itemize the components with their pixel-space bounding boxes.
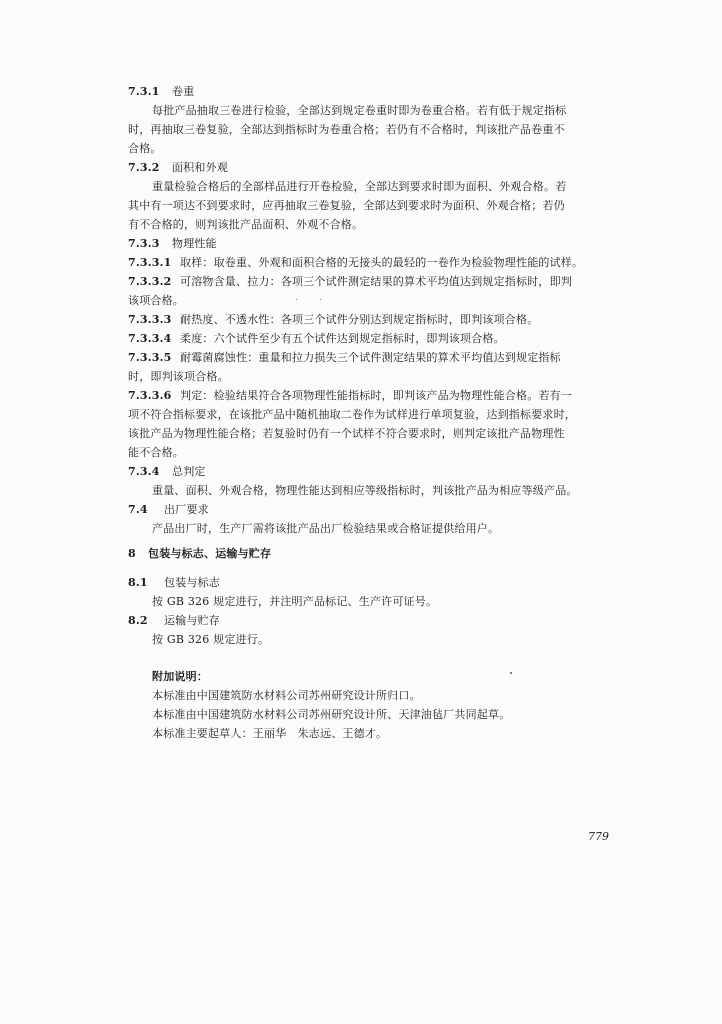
clause-7-3-3-3	[128, 312, 538, 328]
clause-text: 柔度：六个试件至少有五个试件达到规定指标时，即判该项合格。	[180, 332, 505, 345]
note-line: 本标准主要起草人：王丽华 朱志远、王德才。	[152, 727, 388, 740]
clause-text: 取样：取卷重、外观和面积合格的无接头的最轻的一卷作为检验物理性能的试样。	[180, 256, 584, 269]
clause-text: 可溶物含量、拉力：各项三个试件测定结果的算术平均值达到规定指标时，即判	[180, 275, 572, 288]
clause-number: 7.3.3.5	[128, 351, 172, 364]
heading-8-2	[128, 613, 220, 629]
section-title: 包装与标志、运输与贮存	[148, 547, 272, 560]
heading-7-3-3	[128, 236, 217, 252]
paragraph-line: 该批产品为物理性能合格；若复验时仍有一个试样不符合要求时，则判定该批产品物理性	[128, 427, 565, 440]
section-title: 总判定	[172, 465, 206, 478]
section-number: 8.1	[128, 576, 148, 589]
scan-speck	[510, 672, 512, 674]
heading-7-3-2	[128, 160, 228, 176]
clause-7-3-3-6	[128, 388, 572, 404]
scan-speck	[320, 299, 321, 300]
clause-text: 判定：检验结果符合各项物理性能指标时，即判该产品为物理性能合格。若有一	[180, 389, 572, 402]
clause-number: 7.3.3.4	[128, 332, 172, 345]
clause-text: 耐热度、不透水性：各项三个试件分别达到规定指标时，即判该项合格。	[180, 313, 539, 326]
section-number: 8.2	[128, 614, 148, 627]
heading-8	[128, 546, 271, 562]
clause-number: 7.3.3.2	[128, 275, 172, 288]
note-line: 本标准由中国建筑防水材料公司苏州研究设计所归口。	[152, 689, 421, 702]
section-number: 7.4	[128, 503, 148, 516]
page-number: 779	[588, 830, 609, 843]
section-title: 包装与标志	[164, 576, 220, 589]
paragraph-line: 时，再抽取三卷复验，全部达到指标时为卷重合格；若仍有不合格时，判该批产品卷重不	[128, 123, 565, 136]
paragraph-line: 其中有一项达不到要求时，应再抽取三卷复验，全部达到要求时为面积、外观合格；若仍	[128, 199, 565, 212]
clause-number: 7.3.3.6	[128, 389, 172, 402]
paragraph-line: 合格。	[128, 142, 162, 155]
section-number: 7.3.1	[128, 85, 160, 98]
clause-text: 耐霉菌腐蚀性：重量和拉力损失三个试件测定结果的算术平均值达到规定指标	[180, 351, 561, 364]
paragraph-line: 按 GB 326 规定进行，并注明产品标记、生产许可证号。	[152, 595, 438, 608]
section-title: 运输与贮存	[164, 614, 220, 627]
note-line: 本标准由中国建筑防水材料公司苏州研究设计所、天津油毡厂共同起草。	[152, 708, 511, 721]
heading-7-3-1	[128, 84, 194, 100]
heading-8-1	[128, 575, 220, 591]
paragraph-line: 重量、面积、外观合格，物理性能达到相应等级指标时，判该批产品为相应等级产品。	[152, 484, 578, 497]
section-number: 7.3.3	[128, 237, 160, 250]
scan-speck	[296, 299, 297, 300]
paragraph-line: 有不合格的，则判该批产品面积、外观不合格。	[128, 218, 364, 231]
paragraph-line: 每批产品抽取三卷进行检验，全部达到规定卷重时即为卷重合格。若有低于规定指标	[152, 104, 567, 117]
paragraph-line: 时，即判该项合格。	[128, 370, 229, 383]
section-title: 物理性能	[172, 237, 217, 250]
section-title: 卷重	[172, 85, 195, 98]
section-number: 7.3.4	[128, 465, 160, 478]
paragraph-line: 能不合格。	[128, 446, 184, 459]
clause-7-3-3-5	[128, 350, 561, 366]
notes-heading: 附加说明：	[152, 670, 208, 683]
clause-7-3-3-4	[128, 331, 505, 347]
section-title: 出厂要求	[164, 503, 209, 516]
section-number: 7.3.2	[128, 161, 160, 174]
section-title: 面积和外观	[172, 161, 228, 174]
paragraph-line: 该项合格。	[128, 294, 184, 307]
paragraph-line: 项不符合指标要求，在该批产品中随机抽取二卷作为试样进行单项复验，达到指标要求时，	[128, 408, 576, 421]
section-number: 8	[128, 547, 136, 560]
clause-number: 7.3.3.3	[128, 313, 172, 326]
heading-7-4	[128, 502, 209, 518]
clause-7-3-3-2	[128, 274, 572, 290]
clause-7-3-3-1	[128, 255, 583, 271]
paragraph-line: 重量检验合格后的全部样品进行开卷检验，全部达到要求时即为面积、外观合格。若	[152, 180, 567, 193]
clause-number: 7.3.3.1	[128, 256, 172, 269]
heading-7-3-4	[128, 464, 206, 480]
paragraph-line: 产品出厂时，生产厂需将该批产品出厂检验结果或合格证提供给用户。	[152, 522, 500, 535]
paragraph-line: 按 GB 326 规定进行。	[152, 633, 270, 646]
